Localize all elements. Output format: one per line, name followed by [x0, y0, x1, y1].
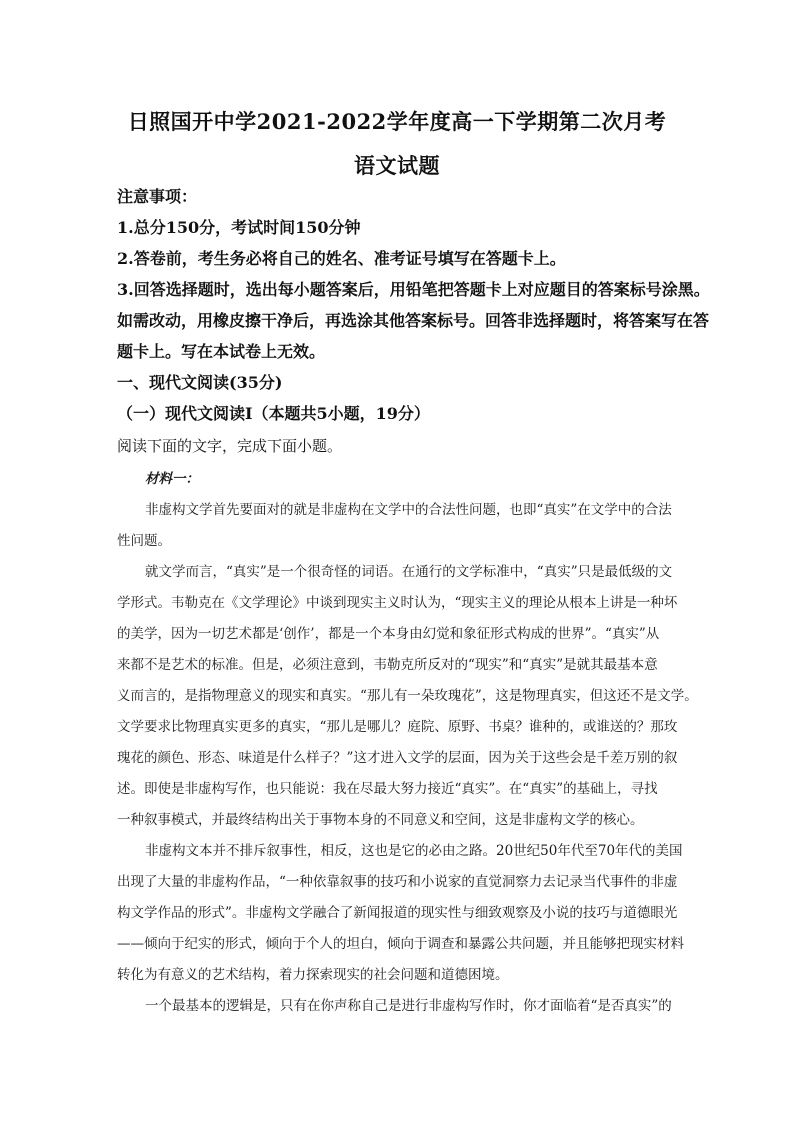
- notice-item-2: 2.答卷前，考生务必将自己的姓名、准考证号填写在答题卡上。: [117, 249, 566, 268]
- material-label: 材料一：: [145, 471, 199, 487]
- section-subheading: （一）现代文阅读Ⅰ（本题共5小题，19分）: [117, 404, 430, 423]
- notice-item-1: 1.总分150分，考试时间150分钟: [117, 218, 361, 237]
- passage-line: 瑰花的颜色、形态、味道是什么样子？”这才进入文学的层面，因为关于这些会是千差万别的叙: [117, 750, 678, 766]
- passage-line: 性问题。: [117, 533, 171, 549]
- passage-line: 学形式。韦勒克在《文学理论》中谈到现实主义时认为，“现实主义的理论从根本上讲是一种坏: [117, 595, 678, 611]
- passage-line: 来都不是艺术的标准。但是，必须注意到，韦勒克所反对的“现实”和“真实”是就其最基本意: [117, 657, 658, 673]
- reading-instruction: 阅读下面的文字，完成下面小题。: [117, 437, 343, 455]
- passage-line: 义而言的，是指物理意义的现实和真实。“那儿有一朵玫瑰花”，这是物理真实，但这还不是文学。: [117, 688, 698, 704]
- passage-line: 转化为有意义的艺术结构，着力探索现实的社会问题和道德困境。: [117, 967, 509, 983]
- notice-item-3-line-2: 如需改动，用橡皮擦干净后，再选涂其他答案标号。回答非选择题时，将答案写在答: [117, 311, 710, 330]
- notice-heading: 注意事项：: [117, 187, 198, 206]
- exam-title: 日照国开中学2021-2022学年度高一下学期第二次月考: [127, 109, 667, 134]
- passage-line: 一个最基本的逻辑是，只有在你声称自己是进行非虚构写作时，你才面临着“是否真实”的: [145, 998, 672, 1014]
- passage-line: 述。即使是非虚构写作，也只能说：我在尽最大努力接近“真实”。在“真实”的基础上，寻找: [117, 781, 658, 797]
- notice-item-3-line-1: 3.回答选择题时，选出每小题答案后，用铅笔把答题卡上对应题目的答案标号涂黑。: [117, 280, 710, 299]
- passage-line: 构文学作品的形式”。非虚构文学融合了新闻报道的现实性与细致观察及小说的技巧与道德眼光: [117, 905, 678, 921]
- passage-line: 出现了大量的非虚构作品，“一种依靠叙事的技巧和小说家的直觉洞察力去记录当代事件的非虚: [117, 874, 678, 890]
- passage-line: 就文学而言，“真实”是一个很奇怪的词语。在通行的文学标准中，“真实”只是最低级的文: [145, 564, 673, 580]
- notice-item-3-line-3: 题卡上。写在本试卷上无效。: [117, 342, 326, 361]
- exam-subtitle: 语文试题: [354, 153, 440, 178]
- passage-line: 非虚构文学首先要面对的就是非虚构在文学中的合法性问题，也即“真实”在文学中的合法: [145, 502, 672, 518]
- passage-line: 文学要求比物理真实更多的真实，“那儿是哪儿？庭院、原野、书桌？谁种的，或谁送的？那玫: [117, 719, 678, 735]
- passage-line: 一种叙事模式，并最终结构出关于事物本身的不同意义和空间，这是非虚构文学的核心。: [117, 812, 644, 828]
- passage-line: ——倾向于纪实的形式，倾向于个人的坦白，倾向于调查和暴露公共问题，并且能够把现实材料: [117, 936, 684, 952]
- section-heading: 一、现代文阅读(35分): [117, 373, 283, 392]
- passage-line: 非虚构文本并不排斥叙事性，相反，这也是它的必由之路。20世纪50年代至70年代的美国: [145, 843, 683, 859]
- passage-line: 的美学，因为一切艺术都是‘创作’，都是一个本身由幻觉和象征形式构成的世界”。“真实”从: [117, 626, 660, 642]
